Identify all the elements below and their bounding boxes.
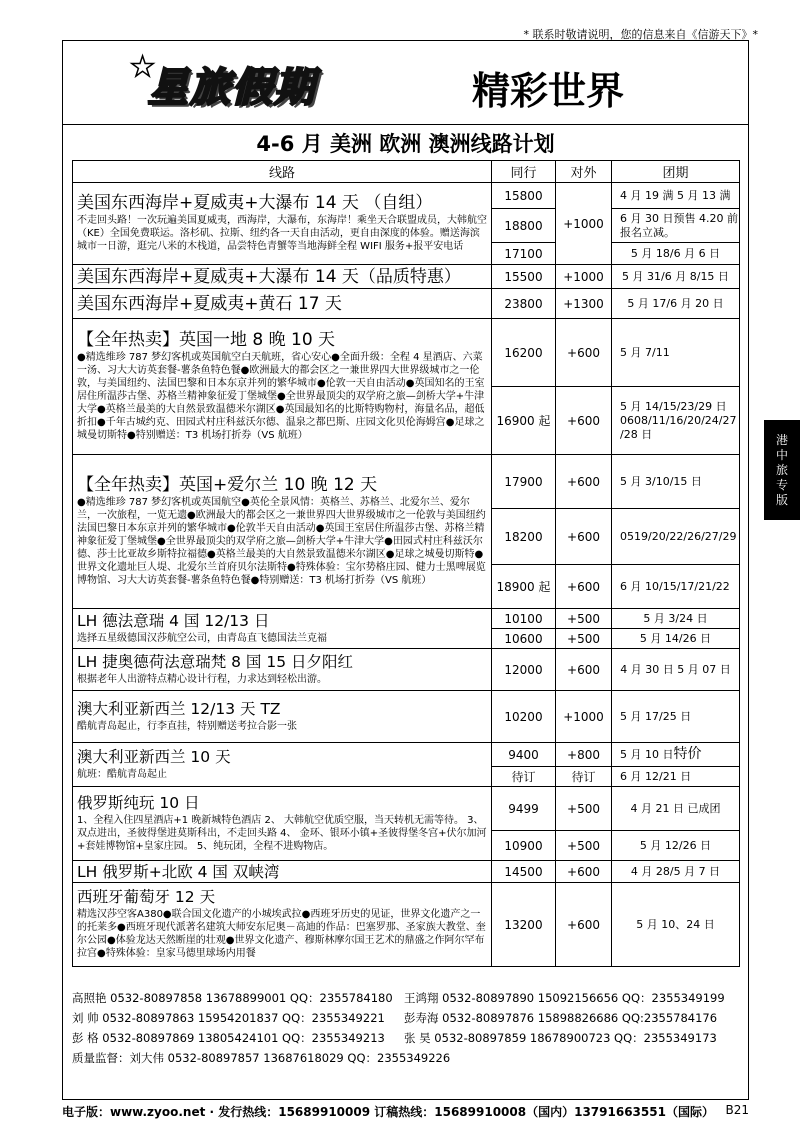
contact-row <box>72 1008 739 1028</box>
external-price: +600 <box>556 649 612 691</box>
route-name: 【全年热卖】英国+爱尔兰 10 晚 12 天 <box>77 474 378 495</box>
footer <box>62 1103 749 1120</box>
external-price: +600 <box>556 861 612 883</box>
route-cell <box>73 609 492 649</box>
route-cell <box>73 883 492 967</box>
tour-date: 5 月 17/25 日 <box>612 691 740 743</box>
route-cell <box>73 861 492 883</box>
route-cell <box>73 743 492 787</box>
tour-date: 4 月 30 日 5 月 07 日 <box>612 649 740 691</box>
tour-date: 5 月 10、24 日 <box>612 883 740 967</box>
tour-date: 4 月 28/5 月 7 日 <box>612 861 740 883</box>
contact-entry: 彭 格 0532-80897869 13805424101 QQ：2355349213 <box>72 1031 385 1045</box>
contact-row <box>72 988 739 1008</box>
tour-date <box>612 743 740 767</box>
logo-text: 星旅假期 <box>148 65 316 111</box>
table-row <box>73 743 740 767</box>
tour-date: 6 月 12/21 日 <box>612 767 740 787</box>
peer-price: 14500 <box>492 861 556 883</box>
route-table <box>72 160 740 967</box>
tour-date: 5 月 3/10/15 日 <box>612 455 740 509</box>
peer-price: 18800 <box>492 209 556 243</box>
tour-date: 5 月 18/6 月 6 日 <box>612 243 740 265</box>
route-desc: 精选汉莎空客A380●联合国文化遗产的小城埃武拉●西班牙历史的见证，世界文化遗产之一的托莱多●西班牙现代派著名建筑大师安东尼奥－高迪的作品：巴塞罗那、圣家族大教堂、奎尔公园●体验龙达天然断崖的壮观●世界文化遗产、穆斯林摩尔国王艺术的鼎盛之作阿尔罕布拉宫●特殊体验：皇家马德里球场内用餐 <box>77 909 486 959</box>
table-row <box>73 861 740 883</box>
external-price: +1000 <box>556 691 612 743</box>
divider <box>62 124 749 125</box>
footer-text: 电子版：www.zyoo.net · 发行热线：15689910009 订稿热线：15689910008（国内）13791663551（国际） <box>62 1105 714 1119</box>
tour-date: 6 月 30 日预售 4.20 前报名立减。 <box>612 209 740 243</box>
external-price: +500 <box>556 629 612 649</box>
table-row <box>73 883 740 967</box>
header-route: 线路 <box>73 161 492 183</box>
peer-price: 13200 <box>492 883 556 967</box>
contact-row <box>72 1028 739 1048</box>
peer-price: 18200 <box>492 509 556 565</box>
route-cell <box>73 455 492 609</box>
side-tab <box>764 420 800 520</box>
table-row <box>73 609 740 629</box>
route-desc: 酷航青岛起止，行李直挂，特别赠送考拉合影一张 <box>77 720 297 732</box>
contact-row <box>72 1048 739 1068</box>
tour-date: 4 月 21 日 已成团 <box>612 787 740 831</box>
route-desc: 航班：酷航青岛起止 <box>77 768 167 780</box>
page-number: B21 <box>725 1103 749 1117</box>
route-desc: ●精选维珍 787 梦幻客机或英国航空白天航班，省心安心●全面升级：全程 4 星酒店、六菜一汤、习大大访英套餐-薯条鱼特色餐●欧洲最大的都会区之一兼世界四大世界级城市之一伦敦，与美国纽约、法国巴黎和日本东京并列的繁华城市●伦敦一天自由活动●英国知名的王室居住所温莎古堡、苏格兰精神象征爱丁堡城堡●全世界最顶尖的双学府之旅—剑桥大学+牛津大学●英格兰最美的大自然景致温德米尔湖区●英国最知名的比斯特购物村，海量名品，超低折扣●千年古城约克、田园式村庄科兹沃尔德、温泉之都巴斯、庄园文化贝伦海姆宫●足球之城曼切斯特●特别赠送：T3 机场打折券（VS 航班） <box>77 351 485 441</box>
tour-date: 5 月 31/6 月 8/15 日 <box>612 265 740 289</box>
route-cell <box>73 265 492 289</box>
tour-date: 5 月 17/6 月 20 日 <box>612 289 740 319</box>
side-tab-char: 旅 <box>775 462 788 477</box>
table-row <box>73 787 740 831</box>
route-name: 美国东西海岸+夏威夷+大瀑布 14 天 （自组） <box>77 192 433 213</box>
peer-price: 10600 <box>492 629 556 649</box>
table-row <box>73 649 740 691</box>
header-peer: 同行 <box>492 161 556 183</box>
external-price: +600 <box>556 455 612 509</box>
route-name: 俄罗斯纯玩 10 日 <box>77 793 200 812</box>
table-row <box>73 183 740 209</box>
external-price: +600 <box>556 509 612 565</box>
peer-price: 16200 <box>492 319 556 387</box>
route-cell <box>73 787 492 861</box>
route-name: 澳大利亚新西兰 12/13 天 TZ <box>77 699 281 718</box>
side-tab-char: 中 <box>775 447 788 462</box>
external-price: +1000 <box>556 265 612 289</box>
external-price: +800 <box>556 743 612 767</box>
route-name: 【全年热卖】英国一地 8 晚 10 天 <box>77 329 336 350</box>
contact-entry: 王鸿翔 0532-80897890 15092156656 QQ：2355349199 <box>404 991 725 1005</box>
route-name: 澳大利亚新西兰 10 天 <box>77 747 231 766</box>
table-row <box>73 289 740 319</box>
tour-date: 5 月 7/11 <box>612 319 740 387</box>
slogan: 精彩世界 <box>472 68 625 113</box>
brand-logo <box>130 50 430 116</box>
route-desc: 1、全程入住四星酒店+1 晚新城特色酒店 2、 大韩航空优质空服，当天转机无需等待。 3、双点进出，圣彼得堡进莫斯科出，不走回头路 4、 金环、银环小镇+圣彼得堡冬宫+伏尔加河+套娃博物馆+皇家庄园。 5、纯玩团，全程不进购物店。 <box>77 814 487 852</box>
route-name: 美国东西海岸+夏威夷+大瀑布 14 天（品质特惠） <box>77 266 461 287</box>
route-cell <box>73 183 492 265</box>
peer-price: 10200 <box>492 691 556 743</box>
contact-entry: 高照艳 0532-80897858 13678899001 QQ：2355784180 <box>72 991 393 1005</box>
route-cell <box>73 691 492 743</box>
external-price: +500 <box>556 787 612 831</box>
special-price-tag: 特价 <box>673 746 702 762</box>
external-price: +500 <box>556 609 612 629</box>
peer-price: 10100 <box>492 609 556 629</box>
side-tab-char: 专 <box>775 477 788 492</box>
side-tab-char: 港 <box>775 432 788 447</box>
table-header <box>73 161 740 183</box>
contact-entry: 彭寿海 0532-80897876 15898826686 QQ:2355784176 <box>404 1011 718 1025</box>
tour-date: 0519/20/22/26/27/29 <box>612 509 740 565</box>
tour-date: 5 月 14/26 日 <box>612 629 740 649</box>
header <box>62 42 749 124</box>
header-external: 对外 <box>556 161 612 183</box>
peer-price: 17100 <box>492 243 556 265</box>
header-tour: 团期 <box>612 161 740 183</box>
route-name: LH 德法意瑞 4 国 12/13 日 <box>77 611 270 630</box>
route-cell <box>73 319 492 455</box>
table-row <box>73 319 740 387</box>
route-name: 西班牙葡萄牙 12 天 <box>77 888 216 906</box>
route-desc: ●精选维珍 787 梦幻客机或英国航空●英伦全景风情：英格兰、苏格兰、北爱尔兰、爱尔兰，一次旅程，一览无遗●欧洲最大的都会区之一兼世界四大世界级城市之一伦敦与美国纽约法国巴黎日本东京并列的繁华城市●伦敦半天自由活动●英国王室居住所温莎古堡、苏格兰精神象征爱丁堡城堡●全世界最顶尖的双学府之旅—剑桥大学+牛津大学●田园式村庄科兹沃尔德、莎士比亚故乡斯特拉福德●英格兰最美的大自然景致温德米尔湖区●足球之城曼切斯特●世界文化遗址巨人堤、北爱尔兰首府贝尔法斯特●特殊体验：宝尔势格庄园、健力士黑啤展览博物馆、习大大访英套餐-薯条鱼特色餐●特别赠送：T3 机场打折券（VS 航班） <box>77 496 486 586</box>
contact-list <box>72 988 739 1068</box>
tour-date: 6 月 10/15/17/21/22 <box>612 565 740 609</box>
external-price: +600 <box>556 883 612 967</box>
route-cell <box>73 649 492 691</box>
tour-date: 5 月 3/24 日 <box>612 609 740 629</box>
peer-price: 10900 <box>492 831 556 861</box>
peer-price: 待订 <box>492 767 556 787</box>
peer-price: 9499 <box>492 787 556 831</box>
peer-price: 23800 <box>492 289 556 319</box>
route-cell <box>73 289 492 319</box>
external-price: +600 <box>556 319 612 387</box>
quality-supervisor: 质量监督：刘大伟 0532-80897857 13687618029 QQ：2355349226 <box>72 1051 451 1065</box>
external-price: +1000 <box>556 183 612 265</box>
route-name: 美国东西海岸+夏威夷+黄石 17 天 <box>77 293 342 314</box>
peer-price: 9400 <box>492 743 556 767</box>
route-desc: 选择五星级德国汉莎航空公司，由青岛直飞德国法兰克福 <box>77 632 327 644</box>
external-price: +600 <box>556 387 612 455</box>
external-price: 待订 <box>556 767 612 787</box>
peer-price: 15500 <box>492 265 556 289</box>
route-name: LH 捷奥德荷法意瑞梵 8 国 15 日夕阳红 <box>77 652 354 671</box>
peer-price: 12000 <box>492 649 556 691</box>
route-desc: 不走回头路！一次玩遍美国夏威夷，西海岸，大瀑布，东海岸！乘坐天合联盟成员，大韩航空（KE）全国免费联运。洛杉矶、拉斯、纽约各一天自由活动，更自由深度的体验。赠送海滨城市一日游，逛完八米的木栈道，品尝特色青蟹等当地海鲜全程 WIFI 服务+报平安电话 <box>77 214 487 252</box>
peer-price: 15800 <box>492 183 556 209</box>
contact-entry: 张 昊 0532-80897859 18678900723 QQ：2355349173 <box>404 1031 717 1045</box>
external-price: +500 <box>556 831 612 861</box>
tour-date: 5 月 12/26 日 <box>612 831 740 861</box>
table-row <box>73 265 740 289</box>
table-row <box>73 455 740 509</box>
page-title: 4-6 月 美洲 欧洲 澳洲线路计划 <box>256 132 555 156</box>
contact-entry: 刘 帅 0532-80897863 15954201837 QQ：2355349221 <box>72 1011 385 1025</box>
tour-date-text: 5 月 10 日 <box>620 748 674 761</box>
external-price: +600 <box>556 565 612 609</box>
peer-price: 17900 <box>492 455 556 509</box>
peer-price: 18900 起 <box>492 565 556 609</box>
route-name: LH 俄罗斯+北欧 4 国 双峡湾 <box>77 862 280 881</box>
route-desc: 根据老年人出游特点精心设计行程，力求达到轻松出游。 <box>77 673 327 685</box>
peer-price: 16900 起 <box>492 387 556 455</box>
star-icon: ★ <box>130 50 156 83</box>
external-price: +1300 <box>556 289 612 319</box>
table-row <box>73 691 740 743</box>
source-note: * 联系时敬请说明，您的信息来自《信游天下》* <box>523 28 758 41</box>
side-tab-char: 版 <box>775 492 788 507</box>
tour-date: 4 月 19 满 5 月 13 满 <box>612 183 740 209</box>
tour-date: 5 月 14/15/23/29 日 0608/11/16/20/24/27 /28 日 <box>612 387 740 455</box>
